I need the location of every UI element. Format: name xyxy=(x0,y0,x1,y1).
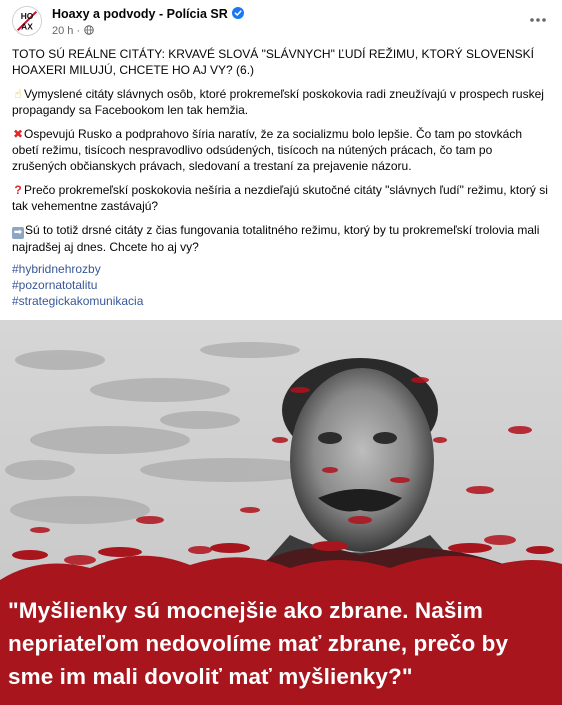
post-time[interactable]: 20 h xyxy=(52,25,74,37)
page-name-link[interactable] xyxy=(52,7,244,21)
post-meta xyxy=(52,25,94,37)
paragraph-text: Vymyslené citáty slávnych osôb, ktoré prokremeľskí poskokovia radi zneužívajú v prospech ruskej propagandy sa Facebookom len tak hemžia. xyxy=(12,87,544,117)
hashtag-link[interactable]: #hybridnehrozby xyxy=(12,262,101,276)
meta-separator: · xyxy=(76,25,81,37)
post-image[interactable] xyxy=(0,320,562,705)
pointing-hand-icon: ☝ xyxy=(14,87,22,101)
avatar-text-bottom: AX xyxy=(21,21,33,32)
post-title: TOTO SÚ REÁLNE CITÁTY: KRVAVÉ SLOVÁ "SLÁVNYCH" ĽUDÍ REŽIMU, KTORÝ SLOVENSKÍ HOAXERI MILUJÚ, CHCETE HO AJ VY? (6.) xyxy=(12,47,534,77)
hashtag-link[interactable]: #strategickakomunikacia xyxy=(12,294,144,308)
post-paragraph-2 xyxy=(12,126,550,174)
more-options-button[interactable] xyxy=(526,8,550,32)
red-cross-icon: ✖ xyxy=(12,127,24,141)
paragraph-text: Ospevujú Rusko a podprahovo šíria naratív, že za socializmu bolo lepšie. Čo tam po stovkách obetí režimu, tisícoch nespravodlivo odsúdených, tisícoch na nútených prácach, čo tam po zrušených občianskych právach, sledovaní a trestaní za prejavenie názoru. xyxy=(12,127,523,173)
hashtag-list xyxy=(12,261,550,309)
avatar-text-top: HO xyxy=(20,11,34,22)
question-mark-icon: ? xyxy=(14,183,22,197)
quote-text: "Myšlienky sú mocnejšie ako zbrane. Našim nepriateľom nedovolíme mať zbrane, prečo by sme im mali dovoliť mať myšlienky?" xyxy=(8,598,509,689)
post-paragraph-3 xyxy=(12,182,550,214)
more-dots-icon xyxy=(528,10,548,30)
verified-badge-icon xyxy=(232,7,244,19)
page-avatar[interactable] xyxy=(12,6,42,36)
post-header xyxy=(0,0,562,44)
paragraph-text: Prečo prokremeľskí poskokovia nešíria a nezdieľajú skutočné citáty "slávnych ľudí" režimu, ktorý si tak vehementne zastávajú? xyxy=(12,183,548,213)
globe-icon[interactable] xyxy=(84,25,94,35)
hashtag-link[interactable]: #pozornatotalitu xyxy=(12,278,98,292)
page-name[interactable]: Hoaxy a podvody - Polícia SR xyxy=(52,7,228,21)
post-paragraph-4 xyxy=(12,222,550,255)
paragraph-text: Sú to totiž drsné citáty z čias fungovania totalitného režimu, ktorý by tu prokremeľskí trolovia mali najradšej aj dnes. Chcete ho aj vy? xyxy=(12,223,540,254)
right-arrow-icon: ➡ xyxy=(13,227,23,238)
post-body xyxy=(0,46,562,309)
hoax-logo-icon xyxy=(13,7,41,35)
post-paragraph-1 xyxy=(12,86,550,118)
